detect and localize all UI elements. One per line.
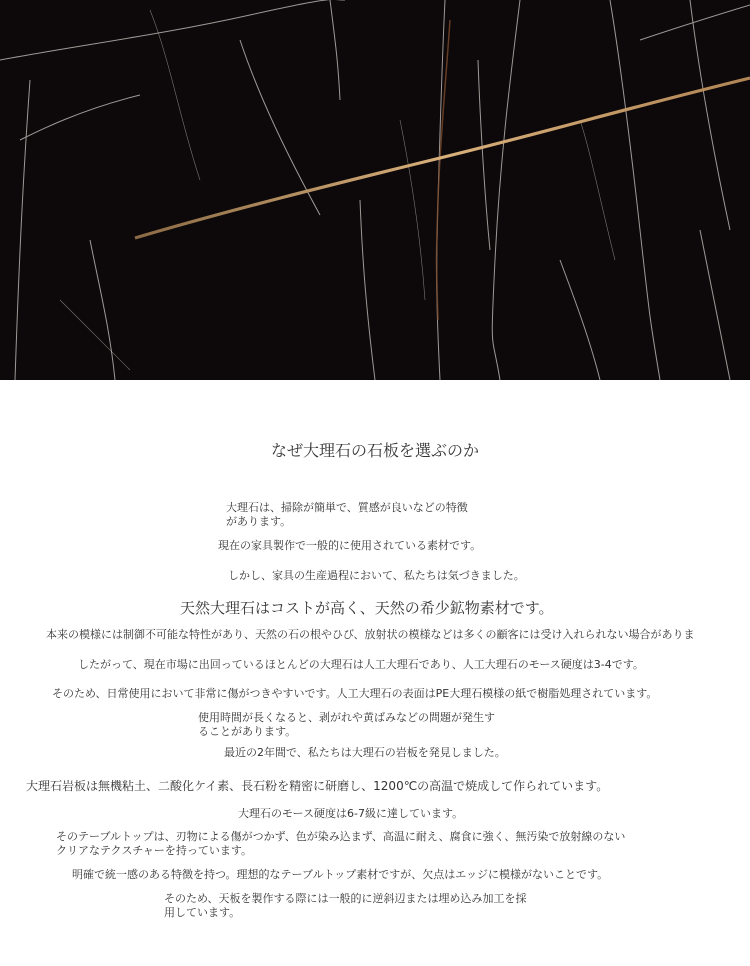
text-line: 用しています。 — [164, 906, 241, 919]
text-line: 明確で統一感のある特徴を持つ。理想的なテーブルトップ素材ですが、欠点はエッジに模様がないことです。 — [72, 868, 609, 881]
marble-hero-image — [0, 0, 750, 380]
text-line: 本来の模様には制御不可能な特性があり、天然の石の根やひび、放射状の模様などは多くの顧客には受け入れられない場合がありま — [46, 628, 695, 641]
text-line: があります。 — [226, 515, 292, 528]
text-line: 大理石のモース硬度は6-7級に達しています。 — [238, 807, 464, 820]
section-title: なぜ大理石の石板を選ぶのか — [270, 441, 479, 460]
text-line: クリアなテクスチャーを持っています。 — [56, 844, 253, 857]
text-line: ることがあります。 — [198, 725, 297, 738]
text-line: 使用時間が長くなると、剥がれや黄ばみなどの問題が発生す — [198, 711, 495, 724]
text-line: 大理石は、掃除が簡単で、質感が良いなどの特徴 — [226, 501, 468, 514]
text-line: したがって、現在市場に出回っているほとんどの大理石は人工大理石であり、人工大理石のモース硬度は3-4です。 — [78, 658, 644, 671]
text-line: そのため、天板を製作する際には一般的に逆斜辺または埋め込み加工を採 — [164, 892, 527, 905]
text-line: 現在の家具製作で一般的に使用されている素材です。 — [218, 539, 482, 552]
highlight-heading: 天然大理石はコストが高く、天然の希少鉱物素材です。 — [180, 599, 554, 617]
text-line: しかし、家具の生産過程において、私たちは気づきました。 — [228, 569, 525, 582]
text-line: そのテーブルトップは、刃物による傷がつかず、色が染み込まず、高温に耐え、腐食に強く、無汚染で放射線のない — [56, 830, 626, 843]
marble-texture — [0, 0, 750, 380]
text-line: 最近の2年間で、私たちは大理石の岩板を発見しました。 — [224, 746, 506, 759]
highlight-heading: 大理石岩板は無機粘土、二酸化ケイ素、長石粉を精密に研磨し、1200℃の高温で焼成して作られています。 — [26, 779, 609, 793]
text-line: そのため、日常使用において非常に傷がつきやすいです。人工大理石の表面はPE大理石模様の紙で樹脂処理されています。 — [52, 687, 658, 700]
